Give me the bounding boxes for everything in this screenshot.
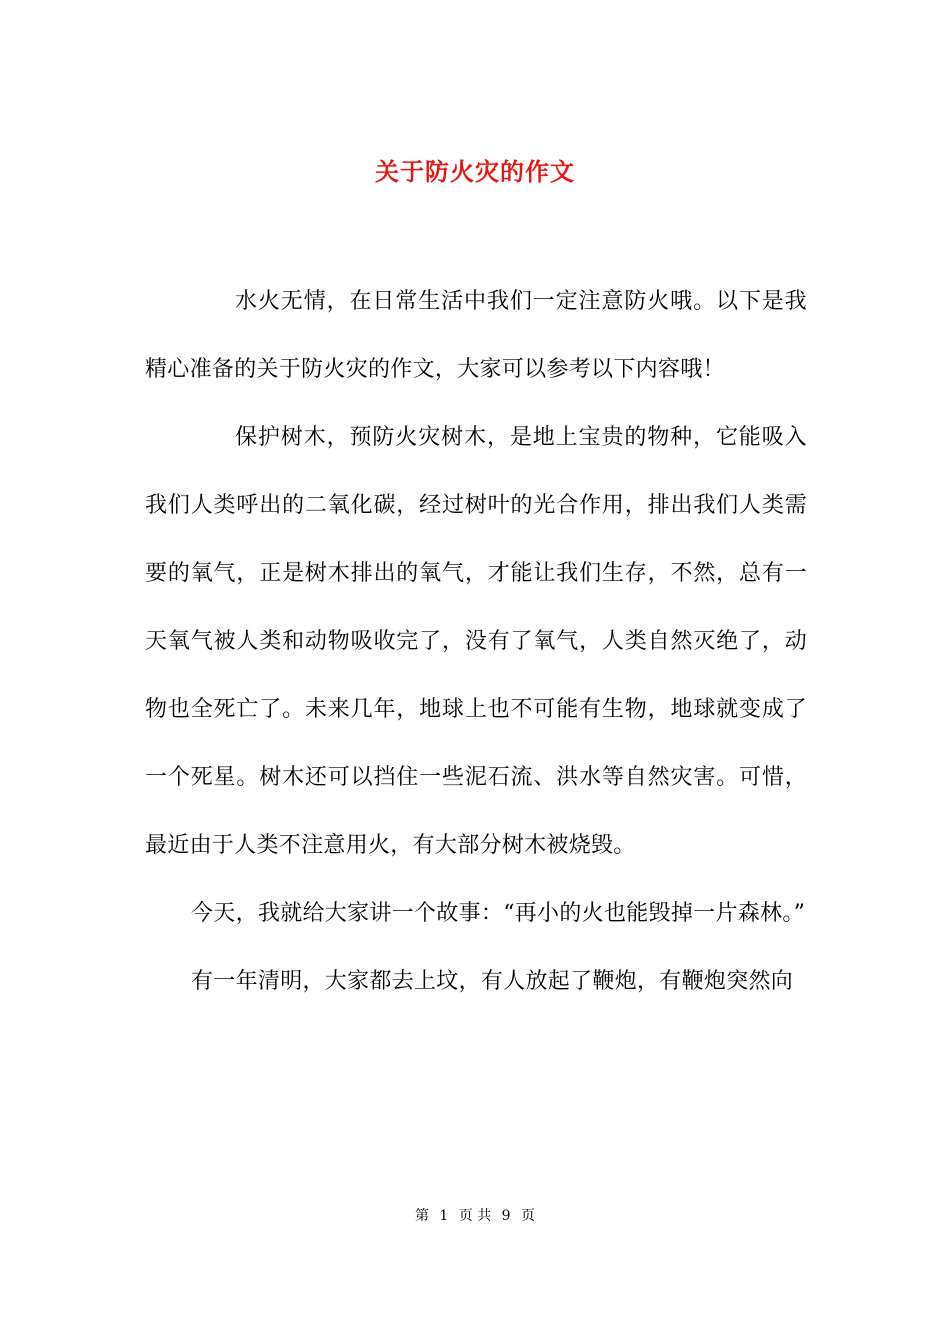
- paragraph-story-start: 有一年清明，大家都去上坟，有人放起了鞭炮，有鞭炮突然向: [191, 969, 794, 994]
- footer-middle: 页 共: [458, 1208, 492, 1224]
- paragraph-intro: 水火无情，在日常生活中我们一定注意防火哦。以下是我精心准备的关于防火灾的作文，大家可以参考以下内容哦！: [145, 289, 807, 382]
- paragraph-trees: 保护树木，预防火灾树木，是地上宝贵的物种，它能吸入我们人类呼出的二氧化碳，经过树叶的光合作用，排出我们人类需要的氧气，正是树木排出的氧气，才能让我们生存，不然，总有一天氧气被人类和动物吸收完了，没有了氧气，人类自然灭绝了，动物也全死亡了。未来几年，地球上也不可能有生物，地球就变成了一个死星。树木还可以挡住一些泥石流、洪水等自然灾害。可惜，最近由于人类不注意用火，有大部分树木被烧毁。: [145, 425, 807, 858]
- page-footer: [0, 1206, 950, 1226]
- footer-page-current: 1: [439, 1208, 449, 1224]
- footer-suffix: 页: [521, 1208, 536, 1224]
- footer-prefix: 第: [414, 1208, 429, 1224]
- footer-page-total: 9: [501, 1208, 511, 1224]
- paragraph-story-intro: 今天，我就给大家讲一个故事：“再小的火也能毁掉一片森林。”: [191, 901, 806, 926]
- document-title: 关于防火灾的作文: [375, 157, 575, 187]
- document-body: [145, 268, 807, 1016]
